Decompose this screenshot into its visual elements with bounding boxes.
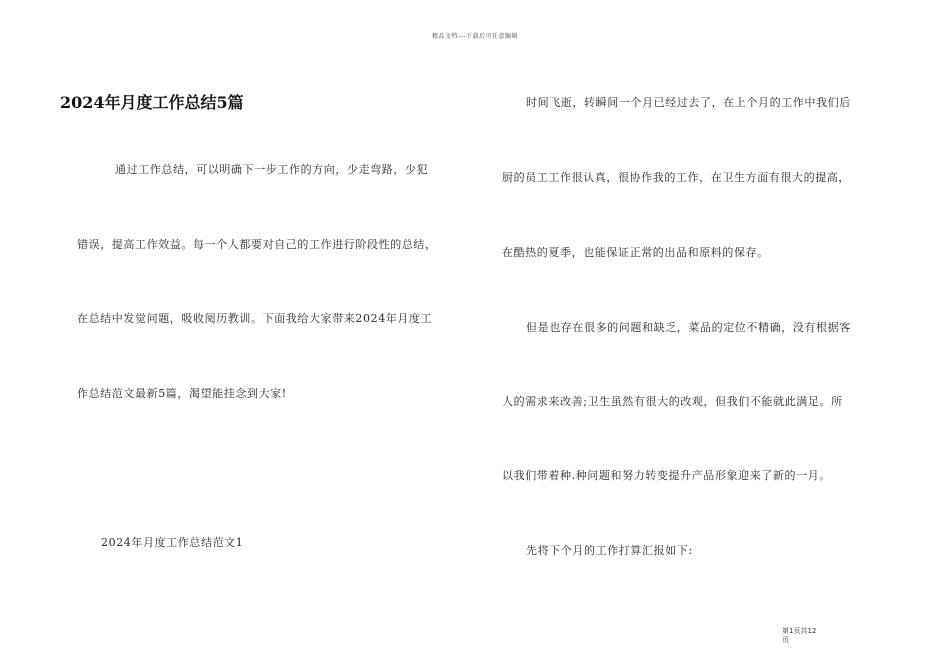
section-heading-1: 2024年月度工作总结范文1: [101, 536, 244, 549]
document-title: 2024年月度工作总结5篇: [60, 93, 244, 112]
right-line-6: 以我们带着种.种问题和努力转变提升产品形象迎来了新的一月。: [502, 469, 831, 482]
right-line-1: 时间飞逝，转瞬间一个月已经过去了，在上个月的工作中我们后: [526, 96, 851, 109]
right-line-2: 厨的员工工作很认真，很协作我的工作，在卫生方面有很大的提高，: [502, 171, 850, 184]
left-line-1: 通过工作总结，可以明确下一步工作的方向，少走弯路，少犯: [115, 163, 429, 176]
left-line-3: 在总结中发觉问题，吸收阅历教训。下面我给大家带来2024年月度工: [77, 312, 433, 325]
page-number-line-2: 页: [782, 636, 789, 644]
page-number-line-1: 第1页共12: [782, 627, 817, 635]
right-line-3: 在酷热的夏季，也能保证正常的出品和原料的保存。: [502, 246, 769, 259]
page-number: [782, 627, 842, 645]
right-line-4: 但是也存在很多的问题和缺乏，菜品的定位不精确，没有根据客: [526, 321, 851, 334]
right-line-5: 人的需求来改善;卫生虽然有很大的改观，但我们不能就此满足。所: [502, 395, 843, 408]
right-line-7: 先将下个月的工作打算汇报如下:: [526, 544, 693, 557]
header-watermark: 精品文档---下载后可任意编辑: [432, 33, 518, 40]
left-line-2: 错误，提高工作效益。每一个人都要对自己的工作进行阶段性的总结，: [77, 238, 437, 251]
left-line-4: 作总结范文最新5篇，渴望能挂念到大家!: [77, 387, 287, 400]
